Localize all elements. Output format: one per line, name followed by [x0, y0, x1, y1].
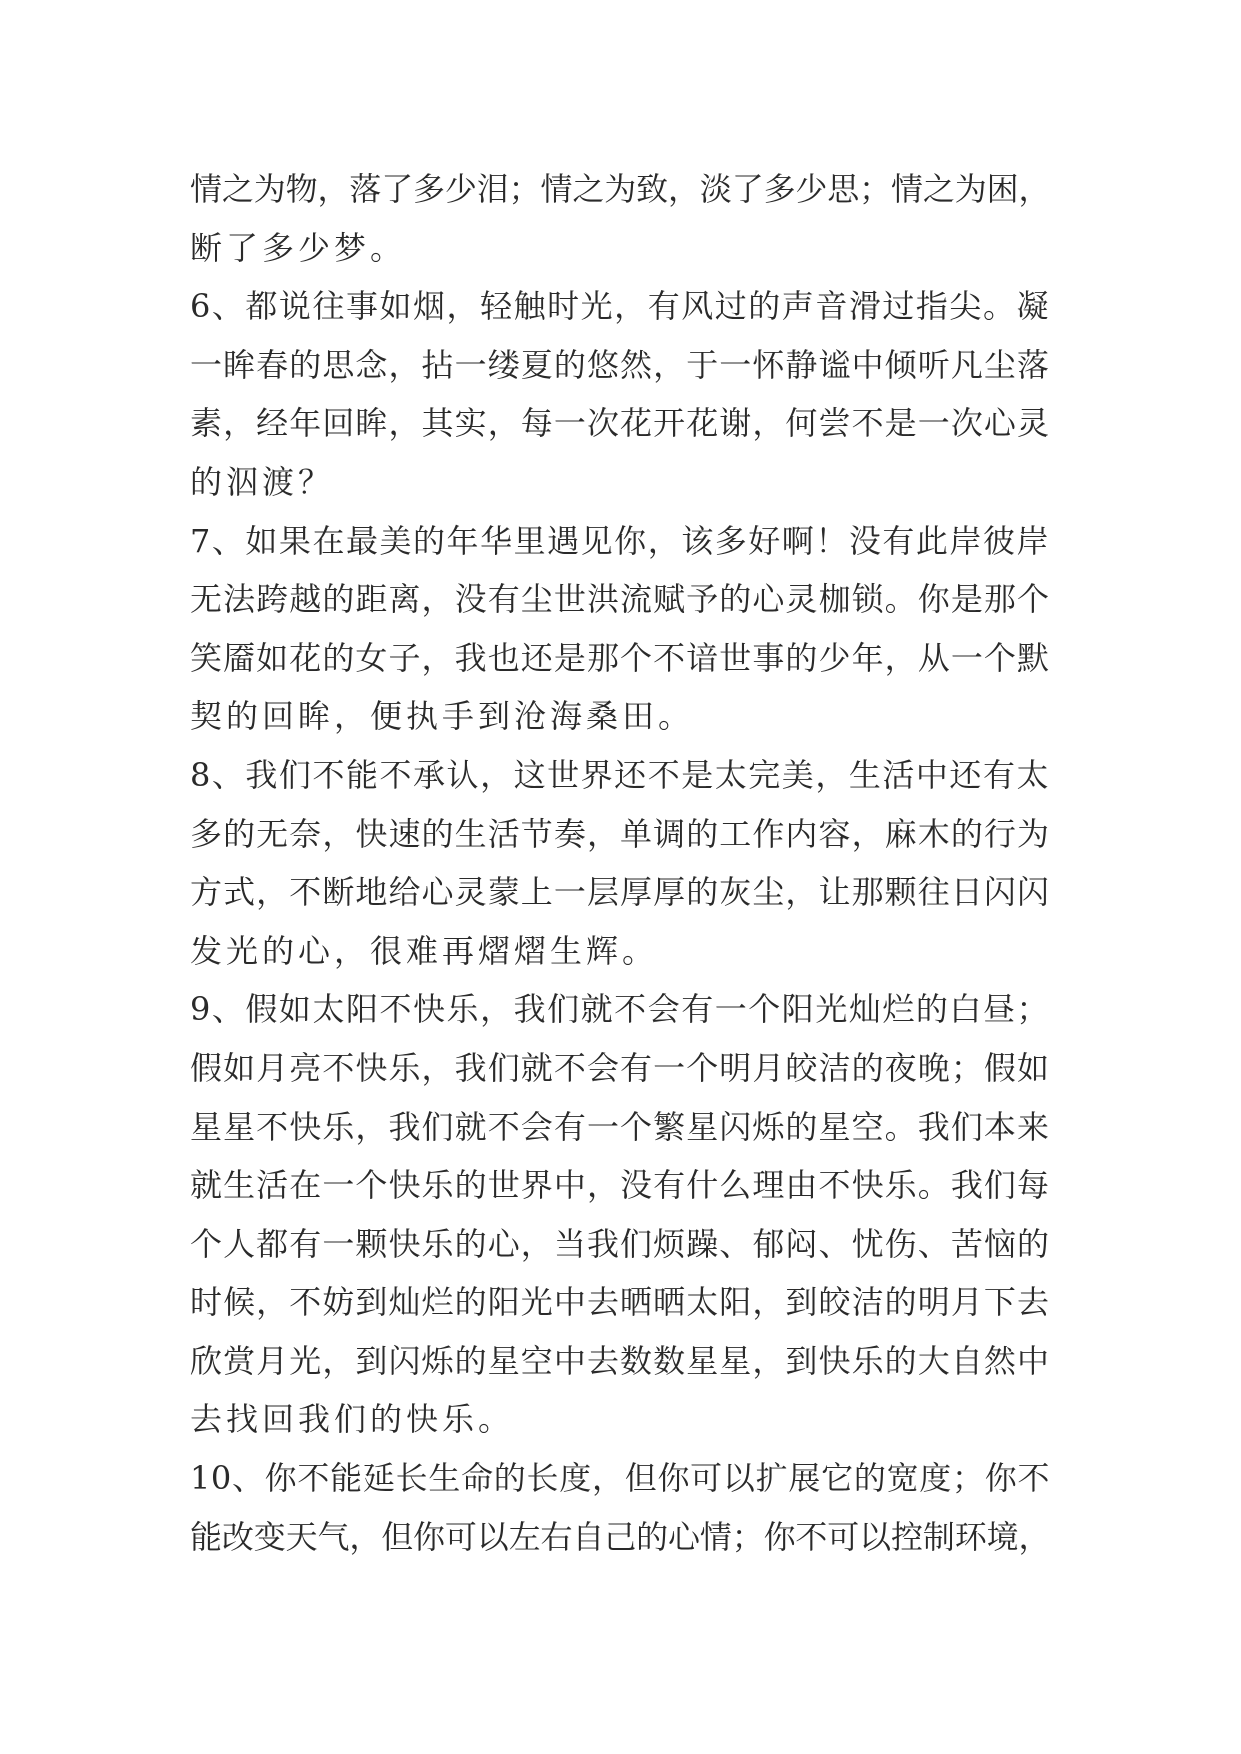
- text-line: 6、都说往事如烟，轻触时光，有风过的声音滑过指尖。凝: [190, 287, 1050, 326]
- text-line: 多的无奈，快速的生活节奏，单调的工作内容，麻木的行为: [190, 814, 1050, 853]
- text-line: 笑靥如花的女子，我也还是那个不谙世事的少年，从一个默: [190, 638, 1050, 677]
- text-line: 契的回眸，便执手到沧海桑田。: [190, 697, 695, 736]
- text-line: 素，经年回眸，其实，每一次花开花谢，何尝不是一次心灵: [190, 404, 1050, 443]
- text-line: 断了多少梦。: [190, 228, 407, 267]
- text-line: 去找回我们的快乐。: [190, 1400, 515, 1439]
- text-line: 假如月亮不快乐，我们就不会有一个明月皎洁的夜晚；假如: [190, 1048, 1050, 1087]
- text-line: 无法跨越的距离，没有尘世洪流赋予的心灵枷锁。你是那个: [190, 580, 1050, 619]
- text-line: 10、你不能延长生命的长度，但你可以扩展它的宽度；你不: [190, 1459, 1050, 1498]
- text-line: 9、假如太阳不快乐，我们就不会有一个阳光灿烂的白昼；: [190, 990, 1050, 1029]
- document-body: [190, 160, 1050, 1566]
- text-line: 一眸春的思念，拈一缕夏的悠然，于一怀静谧中倾听凡尘落: [190, 345, 1050, 384]
- text-line: 个人都有一颗快乐的心，当我们烦躁、郁闷、忧伤、苦恼的: [190, 1224, 1050, 1263]
- text-line: 欣赏月光，到闪烁的星空中去数数星星，到快乐的大自然中: [190, 1341, 1050, 1380]
- text-line: 就生活在一个快乐的世界中，没有什么理由不快乐。我们每: [190, 1166, 1050, 1205]
- text-line: 8、我们不能不承认，这世界还不是太完美，生活中还有太: [190, 755, 1050, 794]
- text-line: 7、如果在最美的年华里遇见你，该多好啊！没有此岸彼岸: [190, 521, 1050, 560]
- text-line: 方式，不断地给心灵蒙上一层厚厚的灰尘，让那颗往日闪闪: [190, 873, 1050, 912]
- text-line: 星星不快乐，我们就不会有一个繁星闪烁的星空。我们本来: [190, 1107, 1050, 1146]
- text-line: 的泅渡？: [190, 462, 335, 501]
- text-line: 情之为物，落了多少泪；情之为致，淡了多少思；情之为困，: [190, 170, 1050, 208]
- text-line: 时候，不妨到灿烂的阳光中去晒晒太阳，到皎洁的明月下去: [190, 1283, 1050, 1322]
- text-line: 能改变天气，但你可以左右自己的心情；你不可以控制环境，: [190, 1517, 1050, 1556]
- text-line: 发光的心，很难再熠熠生辉。: [190, 931, 659, 970]
